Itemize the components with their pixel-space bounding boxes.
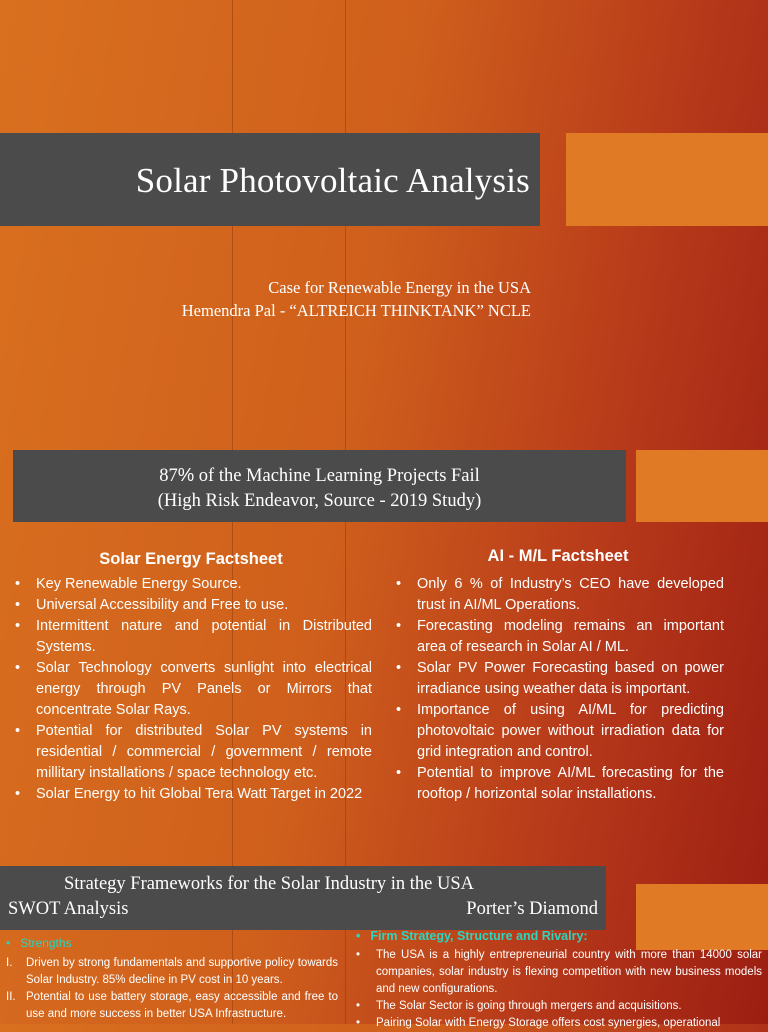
- swot-label: SWOT Analysis: [8, 899, 129, 919]
- ai-factsheet-list: [395, 574, 724, 805]
- ai-factsheet-title: AI - M/L Factsheet: [487, 547, 629, 565]
- item-number: I.: [6, 957, 13, 969]
- title-band: [0, 133, 540, 226]
- stat-accent-block: [636, 450, 768, 522]
- list-item: • Potential for distributed Solar PV systems in residential / commercial / government / remote millitary installations / space technology etc.: [14, 721, 372, 784]
- list-item: • Key Renewable Energy Source.: [14, 574, 372, 595]
- strengths-label: Strengths: [20, 936, 72, 950]
- porter-heading-label: Firm Strategy, Structure and Rivalry:: [370, 929, 588, 943]
- stat-percent: %: [177, 464, 195, 485]
- strengths-list: [6, 955, 338, 1023]
- list-item: • Pairing Solar with Energy Storage offers cost synergies, operational: [356, 1015, 762, 1032]
- frameworks-accent-block: [636, 884, 768, 950]
- list-item: • Solar Technology converts sunlight into electrical energy through PV Panels or Mirrors that concentrate Solar Rays.: [14, 658, 372, 721]
- solar-factsheet-list: [14, 574, 372, 805]
- stat-number: 87: [159, 466, 178, 486]
- list-item: • Forecasting modeling remains an important area of research in Solar AI / ML.: [395, 616, 724, 658]
- solar-factsheet-title: Solar Energy Factsheet: [99, 550, 283, 568]
- list-item: • The Solar Sector is going through mergers and acquisitions.: [356, 998, 762, 1015]
- stat-text: [13, 462, 626, 514]
- list-item: • The USA is a highly entrepreneurial country with more than 14000 solar companies, solar industry is flexing competition with new business models and new configurations.: [356, 947, 762, 998]
- porter-list: [356, 947, 762, 1032]
- list-item: [6, 989, 338, 1023]
- subtitle: [182, 276, 531, 322]
- stat-rest: of the Machine Learning Projects Fail: [194, 466, 480, 486]
- list-item: • Solar Energy to hit Global Tera Watt Target in 2022: [14, 784, 372, 805]
- stat-band: [13, 450, 626, 522]
- item-number: II.: [6, 991, 16, 1003]
- author-line: Hemendra Pal - “ALTREICH THINKTANK” NCLE: [181, 301, 531, 320]
- list-item: • Importance of using AI/ML for predicting photovoltaic power without irradiation data for grid integration and control.: [395, 700, 724, 763]
- frameworks-band: [0, 866, 606, 930]
- title-accent-block: [566, 133, 768, 226]
- strengths-heading: [6, 936, 72, 950]
- stat-line-2: (High Risk Endeavor, Source - 2019 Study): [157, 491, 482, 511]
- item-text: Driven by strong fundamentals and supportive policy towards Solar Industry. 85% decline in PV cost in 10 years.: [26, 957, 338, 986]
- porter-label: Porter’s Diamond: [466, 899, 598, 919]
- subtitle-line: Case for Renewable Energy in the USA: [268, 278, 531, 297]
- porter-heading: [356, 929, 588, 943]
- list-item: • Intermittent nature and potential in Distributed Systems.: [14, 616, 372, 658]
- stat-line-1: [13, 462, 626, 489]
- list-item: • Solar PV Power Forecasting based on power irradiance using weather data is important.: [395, 658, 724, 700]
- list-item: • Universal Accessibility and Free to use.: [14, 595, 372, 616]
- frameworks-title: Strategy Frameworks for the Solar Industry in the USA: [64, 874, 475, 894]
- bullet-icon: •: [356, 929, 361, 943]
- list-item: • Potential to improve AI/ML forecasting for the rooftop / horizontal solar installations.: [395, 763, 724, 805]
- list-item: [6, 955, 338, 989]
- slide-title: Solar Photovoltaic Analysis: [135, 161, 530, 200]
- item-text: Potential to use battery storage, easy accessible and free to use and more success in better USA Infrastructure.: [26, 991, 338, 1020]
- bullet-icon: •: [6, 936, 11, 950]
- list-item: • Only 6 % of Industry’s CEO have developed trust in AI/ML Operations.: [395, 574, 724, 616]
